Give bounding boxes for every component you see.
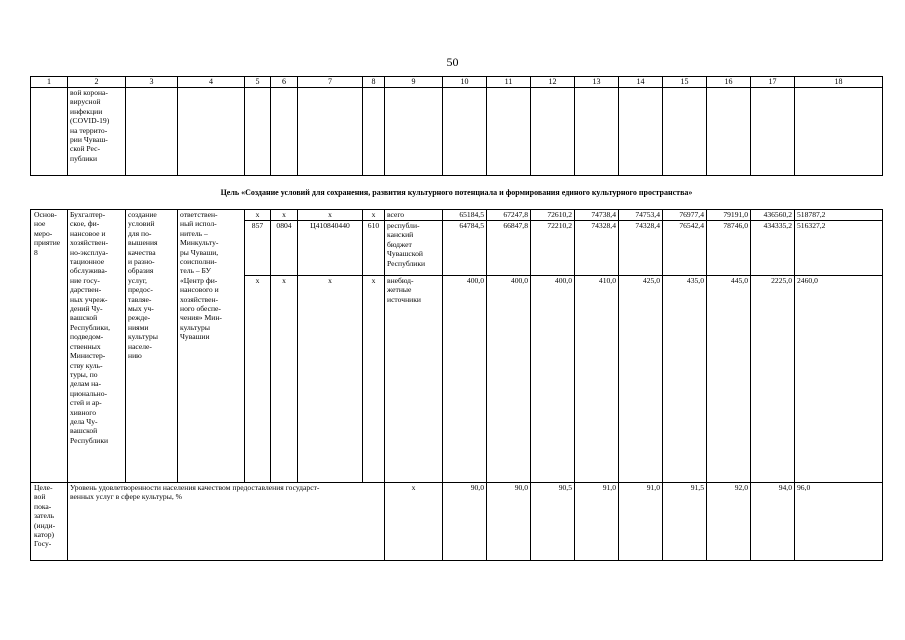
value-cell: 67247,8 [487, 210, 531, 221]
header-cell: 3 [126, 77, 178, 88]
goal-row [31, 176, 883, 210]
value-cell: 72210,2 [531, 221, 575, 276]
indicator-type: Целе- вой пока- затель (инди- катор) Госу- [31, 483, 68, 561]
value-cell: 445,0 [707, 276, 751, 483]
goal-title: Цель «Создание условий для сохранения, развития культурного потенциала и формирования единого культурного пространства» [31, 176, 883, 210]
header-cell: 4 [178, 77, 245, 88]
indicator-value: 91,0 [575, 483, 619, 561]
measure-name: Бухгалтер- ское, фи- нансовое и хозяйствен- но-эксплуа- тационное обслужива- ние госу- дарствен- ных учреж- дений Чу- вашской Республики, подведом- ственных Министер- ству куль- туры, по делам на- ционально- стей и ар- хивного дела Чу- вашской Республики [68, 210, 126, 483]
value-cell: 64784,5 [443, 221, 487, 276]
expense-type: 610 [363, 221, 385, 276]
value-cell: 79191,0 [707, 210, 751, 221]
funding-source: республи- канский бюджет Чувашской Республики [385, 221, 443, 276]
header-cell: 14 [619, 77, 663, 88]
header-cell: 5 [245, 77, 271, 88]
value-cell: 76977,4 [663, 210, 707, 221]
measure-type: Основ- ное меро- приятие 8 [31, 210, 68, 483]
value-cell: 72610,2 [531, 210, 575, 221]
header-cell: 1 [31, 77, 68, 88]
grbs-code: x [245, 210, 271, 221]
value-cell: 66847,8 [487, 221, 531, 276]
value-cell: 435,0 [663, 276, 707, 483]
value-cell: 425,0 [619, 276, 663, 483]
header-cell: 13 [575, 77, 619, 88]
value-cell: 2225,0 [751, 276, 795, 483]
target-article: x [298, 276, 363, 483]
header-cell: 10 [443, 77, 487, 88]
continuation-row [31, 88, 883, 176]
target-article: Ц410840440 [298, 221, 363, 276]
indicator-value: 96,0 [795, 483, 883, 561]
value-cell: 518787,2 [795, 210, 883, 221]
funding-source: внебюд- жетные источники [385, 276, 443, 483]
measure-task: создание условий для по- вышения качества и разно- образия услуг, предос- тавляе- мых уч- режде- ниями культуры населе- нию [126, 210, 178, 483]
measure-executor: ответствен- ный испол- нитель – Минкульту- ры Чуваши, соисполни- тель – БУ «Центр фи- нансового и хозяйствен- ного обеспе- чения» Мин- культуры Чувашии [178, 210, 245, 483]
header-cell: 9 [385, 77, 443, 88]
measure-row-total [31, 210, 883, 221]
indicator-value: 90,0 [443, 483, 487, 561]
value-cell: 434335,2 [751, 221, 795, 276]
expense-type: x [363, 276, 385, 483]
header-row [31, 77, 883, 88]
header-cell: 15 [663, 77, 707, 88]
target-article: x [298, 210, 363, 221]
header-cell: 7 [298, 77, 363, 88]
header-cell: 11 [487, 77, 531, 88]
grbs-code: x [245, 276, 271, 483]
indicator-description: Уровень удовлетворенности населения качеством предоставления государст- венных услуг в сфере культуры, % [68, 483, 385, 561]
section-code: x [271, 276, 298, 483]
value-cell: 78746,0 [707, 221, 751, 276]
value-cell: 74738,4 [575, 210, 619, 221]
value-cell: 436560,2 [751, 210, 795, 221]
indicator-value: 92,0 [707, 483, 751, 561]
header-cell: 18 [795, 77, 883, 88]
section-code: 0804 [271, 221, 298, 276]
indicator-value: 94,0 [751, 483, 795, 561]
indicator-value: 91,5 [663, 483, 707, 561]
value-cell: 76542,4 [663, 221, 707, 276]
value-cell: 74753,4 [619, 210, 663, 221]
value-cell: 74328,4 [619, 221, 663, 276]
header-cell: 12 [531, 77, 575, 88]
header-cell: 8 [363, 77, 385, 88]
indicator-row [31, 483, 883, 561]
value-cell: 400,0 [531, 276, 575, 483]
indicator-source: x [385, 483, 443, 561]
value-cell: 516327,2 [795, 221, 883, 276]
page-number: 50 [446, 55, 459, 69]
indicator-value: 90,5 [531, 483, 575, 561]
grbs-code: 857 [245, 221, 271, 276]
funding-source: всего [385, 210, 443, 221]
section-code: x [271, 210, 298, 221]
indicator-value: 91,0 [619, 483, 663, 561]
value-cell: 410,0 [575, 276, 619, 483]
value-cell: 74328,4 [575, 221, 619, 276]
budget-table [30, 76, 883, 561]
value-cell: 400,0 [443, 276, 487, 483]
header-cell: 6 [271, 77, 298, 88]
indicator-value: 90,0 [487, 483, 531, 561]
value-cell: 400,0 [487, 276, 531, 483]
continuation-text: вой корона- вирусной инфекции (COVID-19) на террито- рии Чуваш- ской Рес- публики [68, 88, 126, 176]
header-cell: 17 [751, 77, 795, 88]
expense-type: x [363, 210, 385, 221]
header-cell: 16 [707, 77, 751, 88]
header-cell: 2 [68, 77, 126, 88]
value-cell: 2460,0 [795, 276, 883, 483]
value-cell: 65184,5 [443, 210, 487, 221]
